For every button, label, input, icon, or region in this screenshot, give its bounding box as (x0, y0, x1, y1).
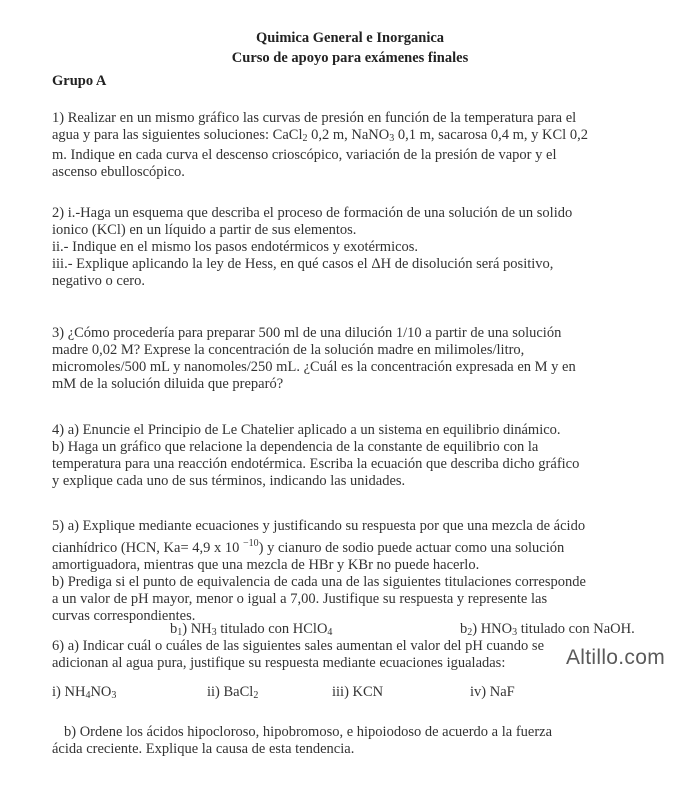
q2-line-2: ionico (KCl) en un líquido a partir de sus elementos. (52, 222, 357, 238)
salt-item-1: i) $NH_4NO_3$ (52, 684, 117, 701)
q6b-line-2: ácida creciente. Explique la causa de esta tendencia. (52, 741, 355, 757)
q5-line-6: curvas correspondientes. (52, 608, 196, 624)
q5-line-2: cianhídrico (HCN, Ka= 4,9 x 10 $^{-10}$) y cianuro de sodio puede actuar como una solución (52, 538, 565, 556)
q5-titration-b2: $b_2$) $HNO_3$ titulado con NaOH. (460, 621, 635, 638)
question-5 (52, 518, 694, 625)
q4-line-3: temperatura para una reacción endotérmica. Escriba la ecuación que describa dicho gráfico (52, 456, 580, 472)
q1-line-4: ascenso ebulloscópico. (52, 164, 185, 180)
q5-line-1: 5) a) Explique mediante ecuaciones y justificando su respuesta por que una mezcla de ácido (52, 518, 586, 534)
q5-titration-b1: $b_1$) $NH_3$ titulado con HClO$_4$ (170, 621, 333, 638)
q4-line-4: y explique cada uno de sus términos, indicando las unidades. (52, 473, 406, 489)
salt-item-2: ii) BaCl$_2$ (207, 684, 259, 701)
q1-line-3: m. Indique en cada curva el descenso crioscópico, variación de la presión de vapor y el (52, 147, 557, 163)
q1-line-2: agua y para las siguientes soluciones: CaCl$_2$ 0,2 m, NaNO$_3$ 0,1 m, sacarosa 0,4 m, y KCl 0,2 (52, 127, 588, 144)
q3-line-2: madre 0,02 M? Exprese la concentración de la solución madre en milimoles/litro, (52, 342, 525, 358)
q2-line-4: iii.- Explique aplicando la ley de Hess, en qué casos el ΔH de disolución será positivo, (52, 256, 554, 272)
salt-item-4: iv) NaF (470, 684, 515, 700)
document-subtitle: Curso de apoyo para exámenes finales (231, 50, 469, 66)
q2-line-5: negativo o cero. (52, 273, 146, 289)
q3-line-4: mM de la solución diluida que preparó? (52, 376, 284, 392)
q5-line-3: amortiguadora, mientras que una mezcla de HBr y KBr no puede hacerlo. (52, 557, 480, 573)
q1-line-1: 1) Realizar en un mismo gráfico las curvas de presión en función de la temperatura para el (52, 110, 577, 126)
q5-line-4: b) Prediga si el punto de equivalencia de cada una de las siguientes titulaciones corresponde (52, 574, 586, 590)
q3-line-3: micromoles/500 mL y nanomoles/250 mL. ¿Cuál es la concentración expresada en M y en (52, 359, 576, 375)
q5-line-5: a un valor de pH mayor, menor o igual a 7,00. Justifique su respuesta y represente las (52, 591, 548, 607)
question-6b (52, 724, 694, 758)
q6-line-1: 6) a) Indicar cuál o cuáles de las siguientes sales aumentan el valor del pH cuando se (52, 638, 545, 654)
group-heading: Grupo A (52, 73, 107, 89)
question-2 (52, 205, 694, 290)
q6-line-2: adicionan al agua pura, justifique su respuesta mediante ecuaciones igualadas: (52, 655, 506, 671)
question-3 (52, 325, 694, 393)
q2-line-1: 2) i.-Haga un esquema que describa el proceso de formación de una solución de un solido (52, 205, 573, 221)
q4-line-1: 4) a) Enuncie el Principio de Le Chatelier aplicado a un sistema en equilibrio dinámico. (52, 422, 561, 438)
q2-line-3: ii.- Indique en el mismo los pasos endotérmicos y exotérmicos. (52, 239, 419, 255)
q6b-line-1: b) Ordene los ácidos hipocloroso, hipobromoso, e hipoiodoso de acuerdo a la fuerza (64, 724, 553, 740)
salt-item-3: iii) KCN (332, 684, 384, 700)
q4-line-2: b) Haga un gráfico que relacione la dependencia de la constante de equilibrio con la (52, 439, 539, 455)
altillo-watermark: Altillo.com (566, 646, 665, 669)
question-4 (52, 422, 694, 490)
document-title: Quimica General e Inorganica (255, 30, 445, 46)
question-1 (52, 110, 694, 181)
q3-line-1: 3) ¿Cómo procedería para preparar 500 ml de una dilución 1/10 a partir de una solución (52, 325, 562, 341)
